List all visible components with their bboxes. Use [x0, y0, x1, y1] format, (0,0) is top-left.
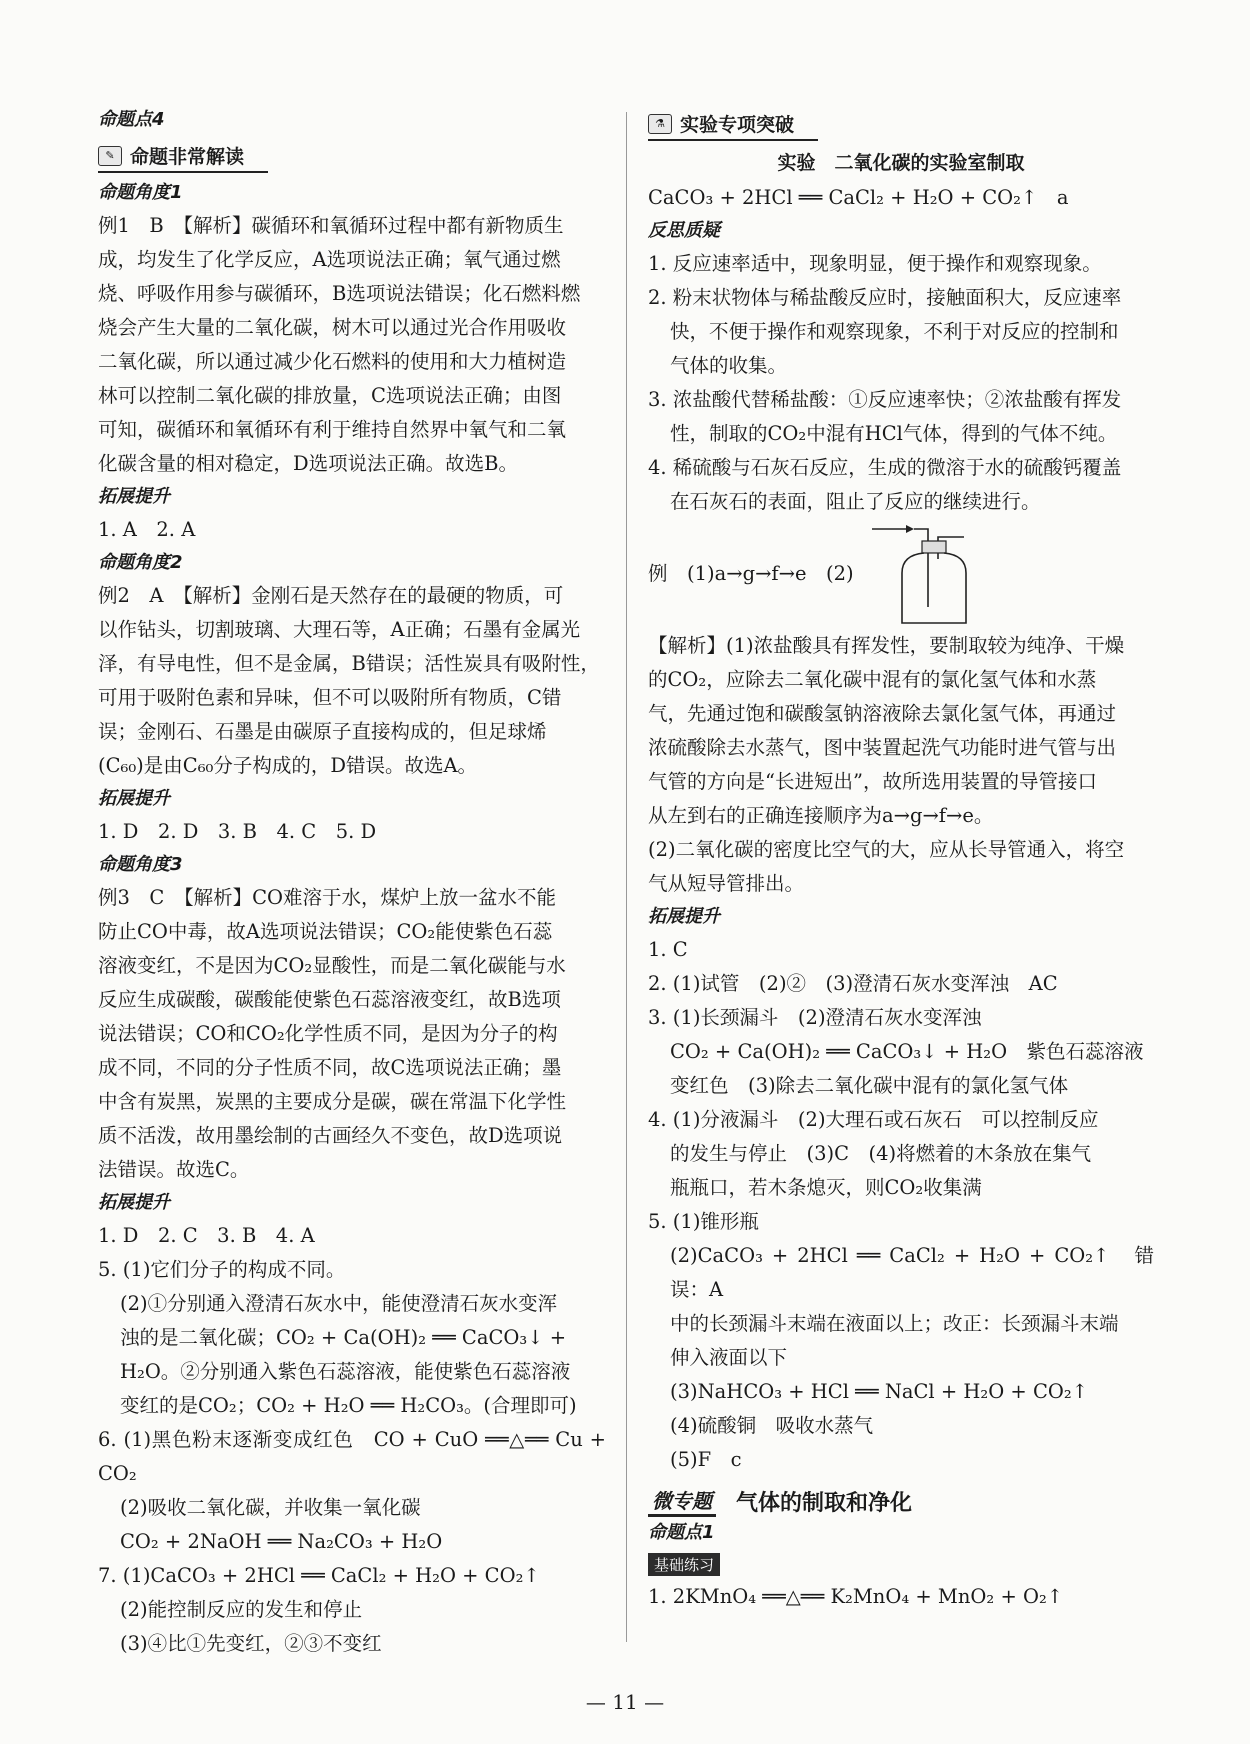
experiment-icon: ⚗: [648, 114, 672, 134]
text-line: 林可以控制二氧化碳的排放量，C选项说法正确；由图: [98, 384, 562, 407]
text-line: 可用于吸附色素和异味，但不可以吸附所有物质，C错: [98, 686, 562, 709]
extension2-answers: 1. D 2. D 3. B 4. C 5. D: [98, 820, 377, 843]
analysis-block: [648, 629, 1154, 901]
text-line: 防止CO中毒，故A选项说法错误；CO₂能使紫色石蕊: [98, 920, 553, 943]
text-line: 例2 A 【解析】金刚石是天然存在的最硬的物质，可: [98, 584, 564, 607]
text-line: 2. 粉末状物体与稀盐酸反应时，接触面积大，反应速率: [648, 286, 1122, 309]
special-topic-header: [648, 1485, 1154, 1517]
experiment-equation: CaCO₃ + 2HCl ══ CaCl₂ + H₂O + CO₂↑ a: [648, 186, 1069, 209]
text-line: CO₂ + 2NaOH ══ Na₂CO₃ + H₂O: [120, 1530, 443, 1553]
section-header: [98, 142, 268, 173]
text-line: 伸入液面以下: [670, 1346, 788, 1369]
special-topic-title: 气体的制取和净化: [736, 1490, 913, 1516]
special-topic-tag: 微专题: [648, 1485, 716, 1517]
example-row: [648, 519, 1154, 629]
text-line: 的发生与停止 (3)C (4)将燃着的木条放在集气: [670, 1142, 1092, 1165]
text-line: 1. C: [648, 938, 688, 961]
text-line: 快，不便于操作和观察现象，不利于对反应的控制和: [670, 320, 1119, 343]
last-equation: 1. 2KMnO₄ ══△══ K₂MnO₄ + MnO₂ + O₂↑: [648, 1585, 1064, 1608]
text-line: 在石灰石的表面，阻止了反应的继续进行。: [670, 490, 1041, 513]
text-line: (3)NaHCO₃ + HCl ══ NaCl + H₂O + CO₂↑: [670, 1380, 1089, 1403]
text-line: 4. (1)分液漏斗 (2)大理石或石灰石 可以控制反应: [648, 1108, 1099, 1131]
text-line: 变红的是CO₂；CO₂ + H₂O ══ H₂CO₃。(合理即可): [120, 1394, 577, 1417]
point1-heading: 命题点1: [648, 1522, 715, 1543]
example2: [98, 579, 606, 783]
text-line: 以作钻头，切割玻璃、大理石等，A正确；石墨有金属光: [98, 618, 581, 641]
text-line: 6. (1)黑色粉末逐渐变成红色 CO + CuO ══△══ Cu + CO₂: [98, 1428, 606, 1485]
text-line: 3. (1)长颈漏斗 (2)澄清石灰水变浑浊: [648, 1006, 982, 1029]
experiment-section-header: [648, 110, 818, 141]
text-line: 可知，碳循环和氧循环有利于维持自然界中氧气和二氧: [98, 418, 567, 441]
text-line: CO₂ + Ca(OH)₂ ══ CaCO₃↓ + H₂O 紫色石蕊溶液: [670, 1040, 1144, 1063]
text-line: H₂O。②分别通入紫色石蕊溶液，能使紫色石蕊溶液: [120, 1360, 571, 1383]
text-line: 例3 C 【解析】CO难溶于水，煤炉上放一盆水不能: [98, 886, 556, 909]
extension3-heading: 拓展提升: [98, 1192, 170, 1213]
text-line: 浊的是二氧化碳；CO₂ + Ca(OH)₂ ══ CaCO₃↓ +: [120, 1326, 567, 1349]
text-line: 从左到右的正确连接顺序为a→g→f→e。: [648, 804, 994, 827]
text-line: 法错误。故选C。: [98, 1158, 250, 1181]
text-line: 中的长颈漏斗末端在液面以上；改正：长颈漏斗末端: [670, 1312, 1119, 1335]
text-line: (3)④比①先变红，②③不变红: [120, 1632, 382, 1655]
text-line: 5. (1)锥形瓶: [648, 1210, 759, 1233]
reflection-list: [648, 247, 1154, 519]
extension-answers: [648, 933, 1154, 1477]
text-line: 2. (1)试管 (2)② (3)澄清石灰水变浑浊 AC: [648, 972, 1058, 995]
page-number: — 11 —: [585, 1690, 665, 1714]
text-line: 4. 稀硫酸与石灰石反应，生成的微溶于水的硫酸钙覆盖: [648, 456, 1122, 479]
example1: [98, 209, 606, 481]
text-line: (2)能控制反应的发生和停止: [120, 1598, 363, 1621]
text-line: (2)CaCO₃ + 2HCl ══ CaCl₂ + H₂O + CO₂↑ 错误：A: [670, 1244, 1154, 1301]
text-line: 质不活泼，故用墨绘制的古画经久不变色，故D选项说: [98, 1124, 563, 1147]
experiment-section-title: 实验专项突破: [680, 114, 795, 136]
text-line: (2)吸收二氧化碳，并收集一氧化碳: [120, 1496, 421, 1519]
text-line: 3. 浓盐酸代替稀盐酸：①反应速率快；②浓盐酸有挥发: [648, 388, 1122, 411]
text-line: 溶液变红，不是因为CO₂显酸性，而是二氧化碳能与水: [98, 954, 566, 977]
left-column: [98, 104, 606, 1661]
text-line: 成不同，不同的分子性质不同，故C选项说法正确；墨: [98, 1056, 562, 1079]
text-line: 【解析】(1)浓盐酸具有挥发性，要制取较为纯净、干燥: [648, 634, 1125, 657]
text-line: 气体的收集。: [670, 354, 788, 377]
angle2-heading: 命题角度2: [98, 552, 183, 573]
text-line: 气管的方向是“长进短出”，故所选用装置的导管接口: [648, 770, 1097, 793]
question5: [98, 1253, 606, 1423]
example-answer: 例 (1)a→g→f→e (2): [648, 562, 854, 585]
text-line: (C₆₀)是由C₆₀分子构成的，D错误。故选A。: [98, 754, 478, 777]
extension1-heading: 拓展提升: [98, 486, 170, 507]
text-line: 泽，有导电性，但不是金属，B错误；活性炭具有吸附性，: [98, 652, 600, 675]
text-line: 性，制取的CO₂中混有HCl气体，得到的气体不纯。: [670, 422, 1118, 445]
bottle-outline: [902, 553, 966, 623]
extension-heading: 拓展提升: [648, 906, 720, 927]
text-line: (2)①分别通入澄清石灰水中，能使澄清石灰水变浑: [120, 1292, 558, 1315]
section-icon: ✎: [98, 146, 122, 166]
column-divider: [626, 112, 627, 1642]
text-line: 反应生成碳酸，碳酸能使紫色石蕊溶液变红，故B选项: [98, 988, 561, 1011]
extension1-answers: 1. A 2. A: [98, 518, 196, 541]
stopper: [922, 541, 946, 553]
point4-heading: 命题点4: [98, 109, 165, 130]
text-line: (2)二氧化碳的密度比空气的大，应从长导管通入，将空: [648, 838, 1125, 861]
experiment-title: 实验 二氧化碳的实验室制取: [777, 152, 1025, 174]
text-line: 的CO₂，应除去二氧化碳中混有的氯化氢气体和水蒸: [648, 668, 1097, 691]
text-line: 说法错误；CO和CO₂化学性质不同，是因为分子的构: [98, 1022, 558, 1045]
text-line: 气从短导管排出。: [648, 872, 805, 895]
question6: [98, 1423, 606, 1559]
text-line: 中含有炭黑，炭黑的主要成分是碳，碳在常温下化学性: [98, 1090, 567, 1113]
text-line: 7. (1)CaCO₃ + 2HCl ══ CaCl₂ + H₂O + CO₂↑: [98, 1564, 540, 1587]
text-line: 气，先通过饱和碳酸氢钠溶液除去氯化氢气体，再通过: [648, 702, 1117, 725]
extension3-answers: 1. D 2. C 3. B 4. A: [98, 1224, 315, 1247]
question7: [98, 1559, 606, 1661]
reflection-heading: 反思质疑: [648, 220, 720, 241]
text-line: 瓶瓶口，若木条熄灭，则CO₂收集满: [670, 1176, 982, 1199]
text-line: (5)F c: [670, 1448, 742, 1471]
section-title: 命题非常解读: [130, 146, 245, 168]
text-line: 例1 B 【解析】碳循环和氧循环过程中都有新物质生: [98, 214, 564, 237]
angle1-heading: 命题角度1: [98, 182, 183, 203]
right-column: [648, 104, 1154, 1614]
angle3-heading: 命题角度3: [98, 854, 183, 875]
text-line: 烧、呼吸作用参与碳循环，B选项说法错误；化石燃料燃: [98, 282, 581, 305]
text-line: 二氧化碳，所以通过减少化石燃料的使用和大力植树造: [98, 350, 567, 373]
gas-washing-bottle-diagram: [872, 519, 982, 629]
text-line: 浓硫酸除去水蒸气，图中装置起洗气功能时进气管与出: [648, 736, 1117, 759]
text-line: 变红色 (3)除去二氧化碳中混有的氯化氢气体: [670, 1074, 1069, 1097]
text-line: 5. (1)它们分子的构成不同。: [98, 1258, 346, 1281]
basic-practice-tag: 基础练习: [648, 1553, 720, 1576]
text-line: 化碳含量的相对稳定，D选项说法正确。故选B。: [98, 452, 518, 475]
text-line: 烧会产生大量的二氧化碳，树木可以通过光合作用吸收: [98, 316, 567, 339]
example3: [98, 881, 606, 1187]
text-line: 1. 反应速率适中，现象明显，便于操作和观察现象。: [648, 252, 1102, 275]
text-line: 成，均发生了化学反应，A选项说法正确；氧气通过燃: [98, 248, 561, 271]
arrow-head-icon: [906, 525, 914, 533]
extension2-heading: 拓展提升: [98, 788, 170, 809]
text-line: 误；金刚石、石墨是由碳原子直接构成的，但足球烯: [98, 720, 547, 743]
text-line: (4)硫酸铜 吸收水蒸气: [670, 1414, 874, 1437]
